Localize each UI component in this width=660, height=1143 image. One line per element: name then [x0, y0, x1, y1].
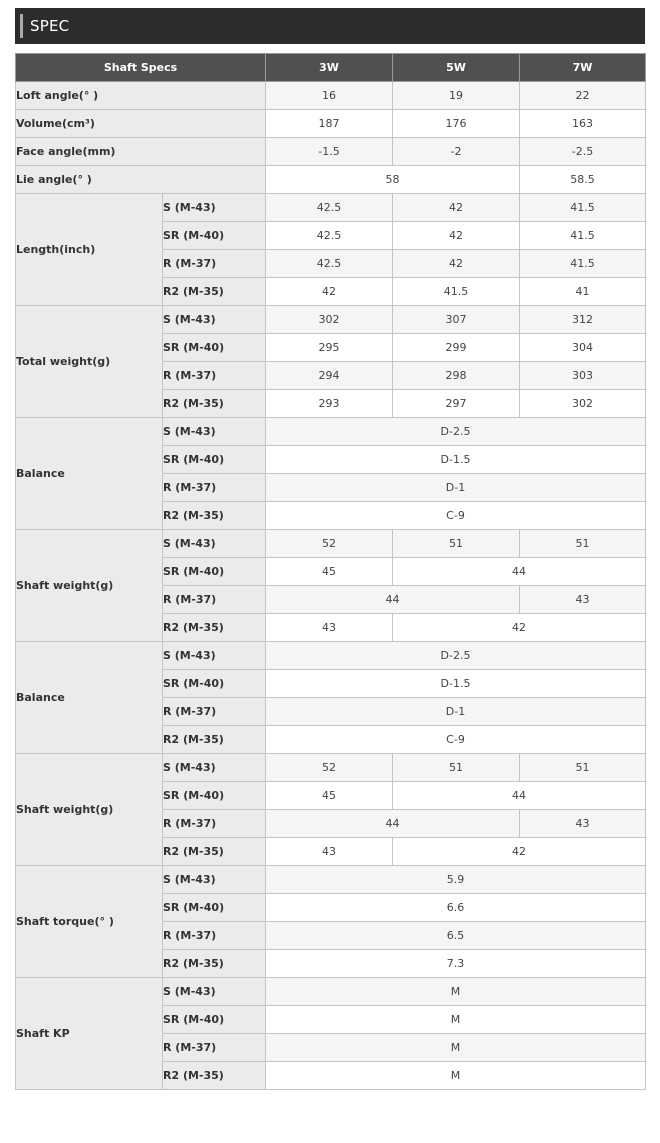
cell-value: 42	[393, 614, 646, 642]
cell-value: D-2.5	[266, 418, 646, 446]
column-header-5w: 5W	[393, 54, 520, 82]
cell-value: 6.5	[266, 922, 646, 950]
cell-value: D-1.5	[266, 446, 646, 474]
cell-value: 58.5	[520, 166, 646, 194]
shaft-label: R (M-37)	[163, 474, 266, 502]
column-header-shaft-specs: Shaft Specs	[16, 54, 266, 82]
table-row	[16, 166, 646, 194]
shaft-label: R (M-37)	[163, 922, 266, 950]
cell-value: 6.6	[266, 894, 646, 922]
table-row	[16, 642, 646, 670]
row-label-loft-angle: Loft angle(° )	[16, 82, 266, 110]
table-row	[16, 306, 646, 334]
cell-value: M	[266, 1062, 646, 1090]
column-header-7w: 7W	[520, 54, 646, 82]
header-accent-bar	[20, 14, 23, 38]
cell-value: 7.3	[266, 950, 646, 978]
cell-value: 44	[393, 558, 646, 586]
cell-value: 297	[393, 390, 520, 418]
shaft-label: S (M-43)	[163, 418, 266, 446]
shaft-label: S (M-43)	[163, 306, 266, 334]
cell-value: 44	[266, 810, 520, 838]
table-row	[16, 110, 646, 138]
cell-value: 298	[393, 362, 520, 390]
shaft-label: R (M-37)	[163, 698, 266, 726]
cell-value: 42	[266, 278, 393, 306]
cell-value: 41.5	[520, 250, 646, 278]
cell-value: 307	[393, 306, 520, 334]
table-row	[16, 194, 646, 222]
row-label-volume: Volume(cm³)	[16, 110, 266, 138]
group-label-balance: Balance	[16, 418, 163, 530]
shaft-label: SR (M-40)	[163, 1006, 266, 1034]
table-row	[16, 754, 646, 782]
cell-value: D-1.5	[266, 670, 646, 698]
cell-value: 51	[393, 754, 520, 782]
cell-value: 41	[520, 278, 646, 306]
shaft-label: SR (M-40)	[163, 894, 266, 922]
shaft-label: R2 (M-35)	[163, 838, 266, 866]
cell-value: -2	[393, 138, 520, 166]
group-label-shaft-weight: Shaft weight(g)	[16, 754, 163, 866]
cell-value: 312	[520, 306, 646, 334]
shaft-label: R (M-37)	[163, 250, 266, 278]
cell-value: 44	[266, 586, 520, 614]
table-row	[16, 82, 646, 110]
shaft-label: SR (M-40)	[163, 334, 266, 362]
shaft-label: R2 (M-35)	[163, 278, 266, 306]
cell-value: 51	[520, 530, 646, 558]
cell-value: D-2.5	[266, 642, 646, 670]
table-header-row	[16, 54, 646, 82]
shaft-label: S (M-43)	[163, 530, 266, 558]
cell-value: 294	[266, 362, 393, 390]
shaft-label: R (M-37)	[163, 586, 266, 614]
cell-value: 163	[520, 110, 646, 138]
group-label-shaft-weight: Shaft weight(g)	[16, 530, 163, 642]
table-row	[16, 138, 646, 166]
shaft-label: SR (M-40)	[163, 222, 266, 250]
cell-value: C-9	[266, 726, 646, 754]
group-label-length: Length(inch)	[16, 194, 163, 306]
group-label-total-weight: Total weight(g)	[16, 306, 163, 418]
cell-value: 43	[266, 614, 393, 642]
shaft-label: S (M-43)	[163, 754, 266, 782]
cell-value: 51	[520, 754, 646, 782]
spec-table	[15, 53, 646, 1090]
cell-value: 22	[520, 82, 646, 110]
cell-value: 19	[393, 82, 520, 110]
shaft-label: R (M-37)	[163, 362, 266, 390]
cell-value: 42	[393, 194, 520, 222]
cell-value: 302	[520, 390, 646, 418]
cell-value: 42	[393, 838, 646, 866]
cell-value: D-1	[266, 698, 646, 726]
cell-value: 52	[266, 754, 393, 782]
table-row	[16, 978, 646, 1006]
shaft-label: R2 (M-35)	[163, 950, 266, 978]
row-label-lie-angle: Lie angle(° )	[16, 166, 266, 194]
cell-value: 45	[266, 782, 393, 810]
shaft-label: SR (M-40)	[163, 670, 266, 698]
cell-value: M	[266, 1006, 646, 1034]
cell-value: M	[266, 978, 646, 1006]
cell-value: M	[266, 1034, 646, 1062]
cell-value: 5.9	[266, 866, 646, 894]
row-label-face-angle: Face angle(mm)	[16, 138, 266, 166]
cell-value: 302	[266, 306, 393, 334]
cell-value: 295	[266, 334, 393, 362]
shaft-label: R2 (M-35)	[163, 1062, 266, 1090]
cell-value: 41.5	[520, 222, 646, 250]
cell-value: 176	[393, 110, 520, 138]
cell-value: 42	[393, 222, 520, 250]
shaft-label: R2 (M-35)	[163, 726, 266, 754]
shaft-label: S (M-43)	[163, 194, 266, 222]
cell-value: 42	[393, 250, 520, 278]
shaft-label: R (M-37)	[163, 810, 266, 838]
cell-value: 43	[266, 838, 393, 866]
shaft-label: R2 (M-35)	[163, 390, 266, 418]
cell-value: 304	[520, 334, 646, 362]
cell-value: 41.5	[520, 194, 646, 222]
group-label-shaft-torque: Shaft torque(° )	[16, 866, 163, 978]
cell-value: 187	[266, 110, 393, 138]
shaft-label: S (M-43)	[163, 866, 266, 894]
shaft-label: R (M-37)	[163, 1034, 266, 1062]
cell-value: C-9	[266, 502, 646, 530]
shaft-label: SR (M-40)	[163, 558, 266, 586]
group-label-shaft-kp: Shaft KP	[16, 978, 163, 1090]
cell-value: 42.5	[266, 222, 393, 250]
cell-value: 44	[393, 782, 646, 810]
page-title: SPEC	[30, 17, 70, 35]
shaft-label: SR (M-40)	[163, 782, 266, 810]
cell-value: 303	[520, 362, 646, 390]
cell-value: 42.5	[266, 250, 393, 278]
shaft-label: R2 (M-35)	[163, 502, 266, 530]
table-row	[16, 530, 646, 558]
table-row	[16, 418, 646, 446]
shaft-label: R2 (M-35)	[163, 614, 266, 642]
cell-value: 45	[266, 558, 393, 586]
shaft-label: S (M-43)	[163, 978, 266, 1006]
cell-value: 293	[266, 390, 393, 418]
cell-value: 16	[266, 82, 393, 110]
cell-value: -2.5	[520, 138, 646, 166]
group-label-balance: Balance	[16, 642, 163, 754]
shaft-label: SR (M-40)	[163, 446, 266, 474]
cell-value: -1.5	[266, 138, 393, 166]
cell-value: 42.5	[266, 194, 393, 222]
cell-value: 52	[266, 530, 393, 558]
cell-value: D-1	[266, 474, 646, 502]
cell-value: 43	[520, 586, 646, 614]
column-header-3w: 3W	[266, 54, 393, 82]
table-row	[16, 866, 646, 894]
shaft-label: S (M-43)	[163, 642, 266, 670]
cell-value: 299	[393, 334, 520, 362]
cell-value: 43	[520, 810, 646, 838]
cell-value: 58	[266, 166, 520, 194]
spec-header	[15, 8, 645, 44]
cell-value: 51	[393, 530, 520, 558]
cell-value: 41.5	[393, 278, 520, 306]
